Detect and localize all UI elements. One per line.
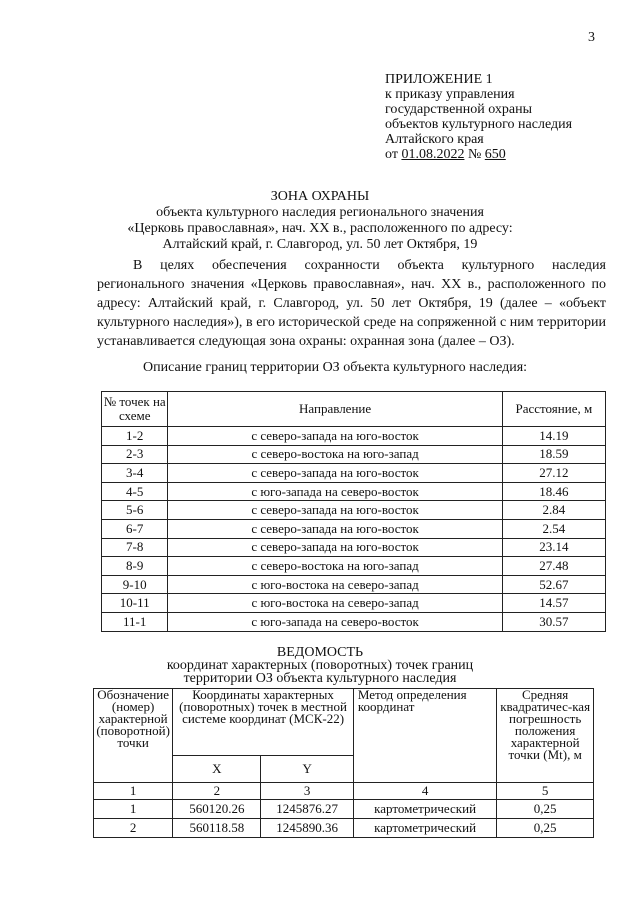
cell-distance: 30.57	[502, 612, 605, 631]
cell-direction: с северо-запада на юго-восток	[168, 538, 502, 557]
cell-direction: с юго-востока на северо-запад	[168, 594, 502, 613]
intro-paragraph	[97, 256, 606, 351]
cell-points: 10-11	[102, 594, 168, 613]
table-row	[102, 538, 606, 557]
colnum-cell: 2	[173, 783, 261, 800]
vedomost-heading	[0, 646, 640, 685]
col-header-distance: Расстояние, м	[502, 392, 605, 427]
cell-error: 0,25	[497, 819, 594, 838]
order-number: 650	[484, 147, 506, 162]
cell-direction: с северо-запада на юго-восток	[168, 464, 502, 483]
appendix-header	[385, 72, 572, 162]
cell-points: 7-8	[102, 538, 168, 557]
table-row	[102, 612, 606, 631]
table-row	[102, 575, 606, 594]
table-row	[102, 594, 606, 613]
col-header-error: Средняя квадратичес-кая погрешность положения характерной точки (Mt), м	[497, 689, 594, 783]
cell-x: 560120.26	[173, 800, 261, 819]
cell-direction: с северо-востока на юго-запад	[168, 445, 502, 464]
col-header-point: Обозначение (номер) характерной (поворотной) точки	[94, 689, 173, 783]
cell-distance: 23.14	[502, 538, 605, 557]
cell-error: 0,25	[497, 800, 594, 819]
table-header-row	[102, 392, 606, 427]
cell-direction: с северо-востока на юго-запад	[168, 557, 502, 576]
cell-direction: с северо-запада на юго-восток	[168, 501, 502, 520]
title-line: Алтайский край, г. Славгород, ул. 50 лет Октября, 19	[162, 237, 478, 252]
cell-x: 560118.58	[173, 819, 261, 838]
cell-points: 1-2	[102, 427, 168, 446]
col-header-coords: Координаты характерных (поворотных) точек в местной системе координат (МСК-22)	[173, 689, 354, 756]
number-label: №	[467, 147, 482, 162]
cell-distance: 18.59	[502, 445, 605, 464]
table-row	[102, 501, 606, 520]
cell-distance: 14.57	[502, 594, 605, 613]
cell-distance: 52.67	[502, 575, 605, 594]
cell-point: 2	[94, 819, 173, 838]
vedomost-title: ВЕДОМОСТЬ	[276, 645, 364, 660]
col-header-direction: Направление	[168, 392, 502, 427]
col-header-y: Y	[261, 756, 353, 783]
colnum-cell: 5	[497, 783, 594, 800]
title-line: объекта культурного наследия регионального значения	[156, 205, 484, 220]
cell-distance: 2.54	[502, 519, 605, 538]
table-row	[102, 519, 606, 538]
appendix-line: к приказу управления	[385, 87, 515, 102]
cell-y: 1245890.36	[261, 819, 353, 838]
appendix-line: Алтайского края	[385, 132, 484, 147]
appendix-line: государственной охраны	[385, 102, 533, 117]
intro-text: В целях обеспечения сохранности объекта культурного наследия регионального значения «Церковь православная», нач. XX в., расположенного по адресу: Алтайский край, г. Славгород, ул. 50 лет Октября, 19 (далее – «объект культурного наследия»), в его исторической среде на сопряженной с ним территории устанавливается следующая зона охраны: охранная зона (далее – ОЗ).	[97, 258, 606, 349]
table-row	[102, 464, 606, 483]
cell-points: 5-6	[102, 501, 168, 520]
page-number: 3	[588, 30, 595, 45]
table-caption: Описание границ территории ОЗ объекта культурного наследия:	[143, 360, 528, 375]
coords-colnum-row	[94, 783, 594, 800]
cell-distance: 27.48	[502, 557, 605, 576]
cell-points: 9-10	[102, 575, 168, 594]
cell-points: 11-1	[102, 612, 168, 631]
title-line: «Церковь православная», нач. XX в., расположенного по адресу:	[127, 221, 513, 236]
cell-direction: с юго-запада на северо-восток	[168, 612, 502, 631]
cell-point: 1	[94, 800, 173, 819]
cell-distance: 2.84	[502, 501, 605, 520]
table-row	[102, 557, 606, 576]
cell-distance: 27.12	[502, 464, 605, 483]
cell-direction: с северо-запада на юго-восток	[168, 427, 502, 446]
cell-direction: с юго-запада на северо-восток	[168, 482, 502, 501]
vedomost-line: координат характерных (поворотных) точек границ	[166, 658, 474, 673]
colnum-cell: 3	[261, 783, 353, 800]
cell-distance: 14.19	[502, 427, 605, 446]
col-header-x: X	[173, 756, 261, 783]
col-header-points: № точек на схеме	[102, 392, 168, 427]
cell-distance: 18.46	[502, 482, 605, 501]
colnum-cell: 4	[353, 783, 496, 800]
zone-title: ЗОНА ОХРАНЫ	[270, 189, 370, 204]
cell-points: 6-7	[102, 519, 168, 538]
appendix-title: ПРИЛОЖЕНИЕ 1	[385, 72, 493, 87]
document-title	[0, 189, 640, 253]
table-row	[94, 819, 594, 838]
table-row	[102, 427, 606, 446]
cell-points: 3-4	[102, 464, 168, 483]
cell-points: 4-5	[102, 482, 168, 501]
cell-method: картометрический	[353, 800, 496, 819]
col-header-method: Метод определения координат	[353, 689, 496, 783]
vedomost-line: территории ОЗ объекта культурного наследия	[183, 671, 457, 686]
appendix-date-line	[385, 147, 572, 162]
cell-points: 2-3	[102, 445, 168, 464]
table-row	[94, 800, 594, 819]
cell-points: 8-9	[102, 557, 168, 576]
colnum-cell: 1	[94, 783, 173, 800]
appendix-line: объектов культурного наследия	[385, 117, 573, 132]
coords-header-row	[94, 689, 594, 756]
cell-method: картометрический	[353, 819, 496, 838]
table-row	[102, 445, 606, 464]
order-date: 01.08.2022	[401, 147, 465, 162]
date-prefix: от	[385, 147, 398, 162]
table-row	[102, 482, 606, 501]
cell-direction: с северо-запада на юго-восток	[168, 519, 502, 538]
coordinates-table	[93, 688, 594, 838]
boundary-table	[101, 391, 606, 632]
cell-y: 1245876.27	[261, 800, 353, 819]
cell-direction: с юго-востока на северо-запад	[168, 575, 502, 594]
